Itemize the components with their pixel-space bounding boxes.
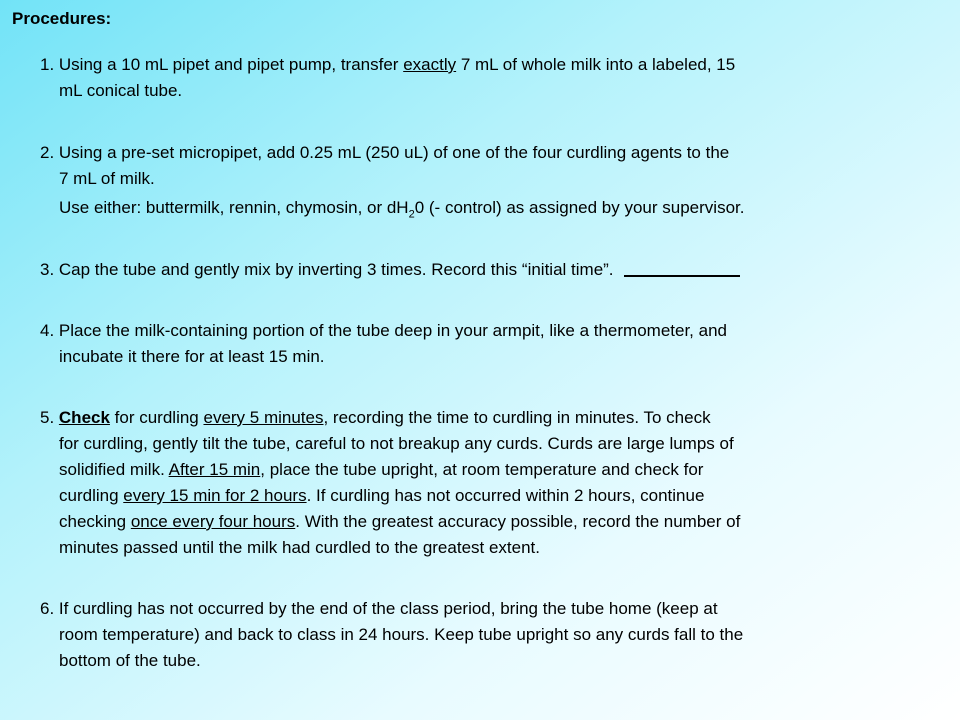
step-6-line-1: 6. If curdling has not occurred by the end of the class period, bring the tube home (keep at [40, 599, 718, 618]
step-2-note-b: 0 (- control) as assigned by your supervisor. [414, 198, 745, 217]
step-1-text-b: 7 mL of whole milk into a labeled, 15 [456, 55, 736, 74]
step-3-line-1 [40, 257, 930, 283]
initial-time-blank [624, 257, 740, 277]
step-5-check: Check [58, 408, 110, 427]
step-5-after-15-min: After 15 min [168, 460, 261, 479]
step-5-text-c: , recording the time to curdling in minutes. To check [323, 408, 711, 427]
step-4-line-1: 4. Place the milk-containing portion of the tube deep in your armpit, like a thermometer, and [40, 321, 727, 340]
step-5-line-6: minutes passed until the milk had curdled to the greatest extent. [59, 538, 540, 557]
step-5-l4-a: curdling [59, 486, 124, 505]
step-5-l5-b: . With the greatest accuracy possible, record the number of [295, 512, 741, 531]
step-2 [40, 140, 930, 192]
procedures-heading: Procedures: [12, 9, 112, 28]
step-6 [40, 596, 930, 674]
step-1-text-a: 1. Using a 10 mL pipet and pipet pump, transfer [40, 55, 404, 74]
step-2-line-1: 2. Using a pre-set micropipet, add 0.25 mL (250 uL) of one of the four curdling agents to the [40, 143, 730, 162]
step-2-note-subscript: 2 [408, 208, 415, 221]
step-5-line-4 [40, 483, 930, 509]
step-5-line-5 [40, 509, 930, 535]
step-5-text-b: for curdling [109, 408, 204, 427]
step-5-once-every-four-hours: once every four hours [130, 512, 296, 531]
step-5-l4-b: . If curdling has not occurred within 2 hours, continue [306, 486, 705, 505]
step-4-line-2: incubate it there for at least 15 min. [59, 347, 325, 366]
step-2-agents-note [59, 195, 939, 227]
step-5-line-1 [40, 405, 930, 431]
step-1-exactly: exactly [403, 55, 457, 74]
step-5-l3-a: solidified milk. [59, 460, 169, 479]
step-5 [40, 405, 930, 561]
step-1-line-2: mL conical tube. [59, 81, 183, 100]
step-5-line-3 [40, 457, 930, 483]
step-5-line-2: for curdling, gently tilt the tube, careful to not breakup any curds. Curds are large lumps of [59, 434, 734, 453]
step-5-number: 5. [40, 408, 59, 427]
step-6-line-3: bottom of the tube. [59, 651, 201, 670]
step-1-line-1 [40, 52, 930, 78]
step-4 [40, 318, 930, 370]
step-5-l3-b: , place the tube upright, at room temperature and check for [260, 460, 704, 479]
step-3-text: 3. Cap the tube and gently mix by inverting 3 times. Record this “initial time”. [40, 260, 614, 279]
step-5-every-15-min: every 15 min for 2 hours [123, 486, 307, 505]
step-2-line-2: 7 mL of milk. [59, 169, 155, 188]
step-6-line-2: room temperature) and back to class in 24 hours. Keep tube upright so any curds fall to the [59, 625, 744, 644]
step-5-l5-a: checking [59, 512, 131, 531]
step-1 [40, 52, 930, 104]
step-2-note-a: Use either: buttermilk, rennin, chymosin, or dH [59, 198, 409, 217]
step-3 [40, 257, 930, 283]
step-5-every-5-minutes: every 5 minutes [203, 408, 324, 427]
